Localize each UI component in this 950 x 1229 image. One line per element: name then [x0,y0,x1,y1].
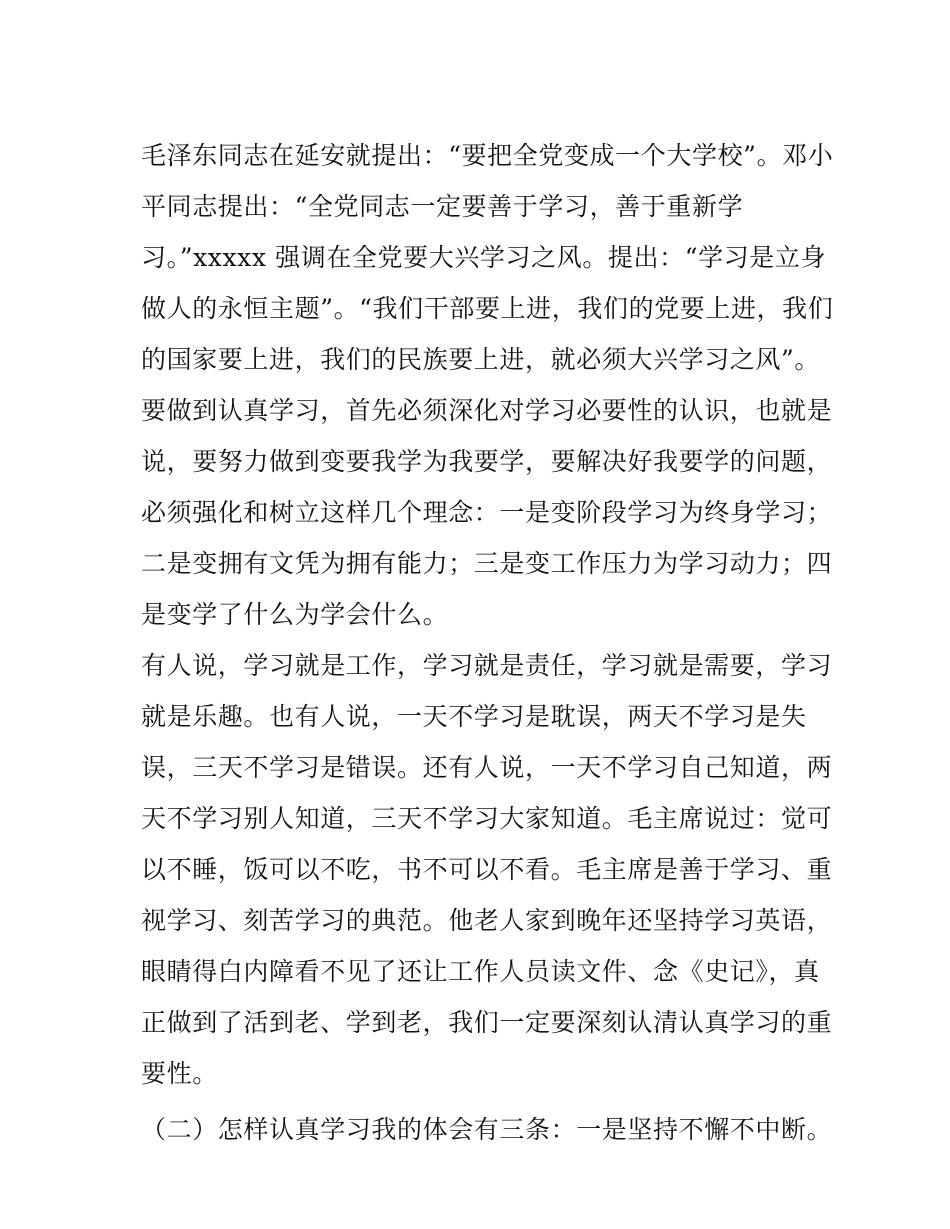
text-line: 做人的永恒主题”。“我们干部要上进，我们的党要上进，我们 [141,294,834,323]
text-line: 正做到了活到老、学到老，我们一定要深刻认清认真学习的重 [141,1008,833,1037]
text-line: 的国家要上进，我们的民族要上进，就必须大兴学习之风”。 [141,345,820,374]
text-line: 就是乐趣。也有人说，一天不学习是耽误，两天不学习是失 [141,702,807,731]
text-line: 视学习、刻苦学习的典范。他老人家到晚年还坚持学习英语， [141,906,833,935]
text-line: 是变学了什么为学会什么。 [141,600,449,629]
text-line: 习。”xxxxx 强调在全党要大兴学习之风。提出：“学习是立身 [141,243,827,272]
text-line: （二）怎样认真学习我的体会有三条：一是坚持不懈不中断。 [141,1115,833,1144]
text-line: 有人说，学习就是工作，学习就是责任，学习就是需要，学习 [141,651,833,680]
text-line: 说，要努力做到变要我学为我要学，要解决好我要学的问题， [141,447,833,476]
text-line: 毛泽东同志在延安就提出：“要把全党变成一个大学校”。邓小 [141,141,834,170]
text-line: 以不睡，饭可以不吃，书不可以不看。毛主席是善于学习、重 [141,855,833,884]
text-line: 要性。 [141,1059,218,1088]
text-line: 眼睛得白内障看不见了还让工作人员读文件、念《史记》，真 [141,957,820,986]
text-line: 平同志提出：“全党同志一定要善于学习，善于重新学 [141,192,744,221]
text-line: 二是变拥有文凭为拥有能力；三是变工作压力为学习动力；四 [141,549,833,578]
text-line: 天不学习别人知道，三天不学习大家知道。毛主席说过：觉可 [141,804,833,833]
text-line: 误，三天不学习是错误。还有人说，一天不学习自己知道，两 [141,753,833,782]
text-line: 要做到认真学习，首先必须深化对学习必要性的认识，也就是 [141,396,833,425]
text-line: 必须强化和树立这样几个理念：一是变阶段学习为终身学习； [141,498,833,527]
